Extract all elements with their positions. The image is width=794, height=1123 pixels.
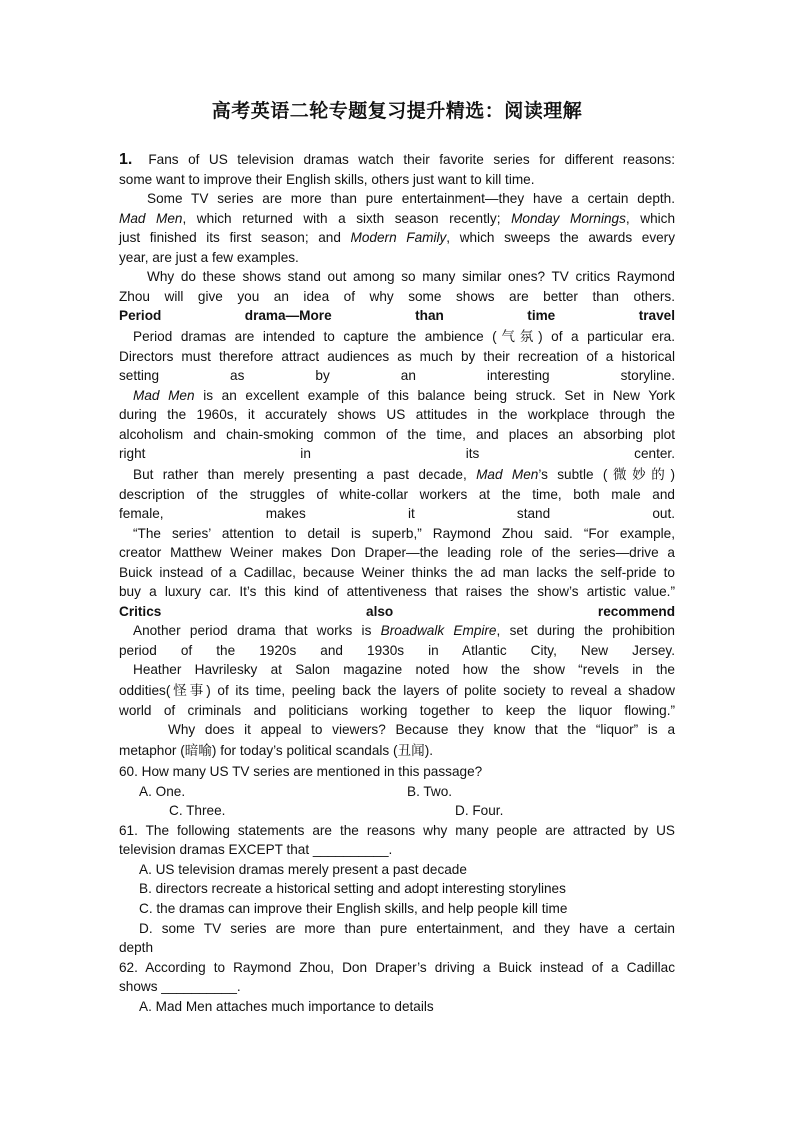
passage-line xyxy=(119,621,675,641)
passage-line: Heather Havrilesky at Salon magazine noted how the show “revels in the xyxy=(133,662,675,677)
text: ’s subtle (微妙的) xyxy=(538,467,675,482)
text: , which returned with a sixth season recently; xyxy=(182,211,512,226)
passage-line: Buick instead of a Cadillac, because Weiner thinks the ad man lacks the self-pride to xyxy=(119,565,675,580)
passage-line: Why does it appeal to viewers? Because they know that the “liquor” is a xyxy=(168,722,675,737)
passage-line: buy a luxury car. It’s this kind of attentiveness that raises the show’s artistic value.” xyxy=(119,584,675,599)
text: is an excellent example of this balance being struck. Set in New York xyxy=(194,388,675,403)
passage-line xyxy=(119,228,675,248)
passage-line: creator Matthew Weiner makes Don Draper—the leading role of the series—drive a xyxy=(119,545,675,560)
passage-line: Zhou will give you an idea of why some shows are better than others. xyxy=(119,289,675,304)
passage-line: Period dramas are intended to capture the ambience (气氛) of a particular era. xyxy=(133,329,675,344)
text: , which xyxy=(625,211,676,226)
text: Mad Men xyxy=(119,211,183,226)
passage-line: period of the 1920s and 1930s in Atlantic City, New Jersey. xyxy=(119,643,675,658)
passage-line: year, are just a few examples. xyxy=(119,250,299,265)
option-60-b: B. Two. xyxy=(407,784,453,799)
option-61-d: D. some TV series are more than pure entertainment, and they have a certain xyxy=(139,921,675,936)
text: Another period drama that works is xyxy=(133,623,381,638)
passage-line: “The series’ attention to detail is superb,” Raymond Zhou said. “For example, xyxy=(133,526,675,541)
option-61-b: B. directors recreate a historical setting and adopt interesting storylines xyxy=(139,881,566,896)
option-61-c: C. the dramas can improve their English skills, and help people kill time xyxy=(139,901,568,916)
question-62-cont: shows __________. xyxy=(119,979,241,994)
passage-line xyxy=(119,150,675,170)
option-61-d-cont: depth xyxy=(119,940,154,955)
question-60: 60. How many US TV series are mentioned in this passage? xyxy=(119,764,483,779)
text: Monday Mornings xyxy=(511,211,626,226)
page-title: 高考英语二轮专题复习提升精选：阅读理解 xyxy=(211,100,583,122)
option-62-a: A. Mad Men attaches much importance to details xyxy=(139,999,434,1014)
passage-line: Why do these shows stand out among so many similar ones? TV critics Raymond xyxy=(147,269,675,284)
text: , which sweeps the awards every xyxy=(446,230,676,245)
passage-line: setting as by an interesting storyline. xyxy=(119,368,675,383)
passage-line: during the 1960s, it accurately shows US attitudes in the workplace through the xyxy=(119,407,675,422)
passage-line: metaphor (暗喻) for today’s political scandals (丑闻). xyxy=(119,743,434,758)
text: Fans of US television dramas watch their favorite series for different reasons: xyxy=(148,152,675,167)
passage-line xyxy=(119,209,675,229)
passage-line: alcoholism and chain-smoking common of the time, and places an absorbing plot xyxy=(119,427,675,442)
text: , set during the prohibition xyxy=(496,623,675,638)
passage-line: description of the struggles of white-collar workers at the time, both male and xyxy=(119,487,675,502)
question-61-cont: television dramas EXCEPT that __________. xyxy=(119,842,393,857)
option-61-a: A. US television dramas merely present a past decade xyxy=(139,862,467,877)
passage-line: Some TV series are more than pure entertainment—they have a certain depth. xyxy=(147,191,675,206)
passage-line xyxy=(119,465,675,485)
text: Mad Men xyxy=(476,467,539,482)
passage-line: right in its center. xyxy=(119,446,675,461)
passage-line: world of criminals and politicians working together to keep the liquor flowing.” xyxy=(119,703,675,718)
question-61: 61. The following statements are the reasons why many people are attracted by US xyxy=(119,823,675,838)
text: But rather than merely presenting a past decade, xyxy=(133,467,477,482)
passage-line xyxy=(119,386,675,406)
text: Broadwalk Empire xyxy=(380,623,497,638)
option-60-d: D. Four. xyxy=(455,803,504,818)
text: Modern Family xyxy=(350,230,447,245)
question-62: 62. According to Raymond Zhou, Don Draper’s driving a Buick instead of a Cadillac xyxy=(119,960,675,975)
passage-line: oddities(怪事) of its time, peeling back the layers of polite society to reveal a shadow xyxy=(119,683,675,698)
option-60-a: A. One. xyxy=(139,784,186,799)
text: just finished its first season; and xyxy=(119,230,351,245)
text: Mad Men xyxy=(133,388,195,403)
passage-number: 1. xyxy=(119,151,133,168)
section-heading: Critics also recommend xyxy=(119,604,675,619)
section-heading: Period drama—More than time travel xyxy=(119,308,675,323)
passage-line: female, makes it stand out. xyxy=(119,506,675,521)
passage-line: Directors must therefore attract audiences as much by their recreation of a historical xyxy=(119,349,675,364)
option-60-c: C. Three. xyxy=(169,803,226,818)
passage-line: some want to improve their English skills, others just want to kill time. xyxy=(119,172,535,187)
